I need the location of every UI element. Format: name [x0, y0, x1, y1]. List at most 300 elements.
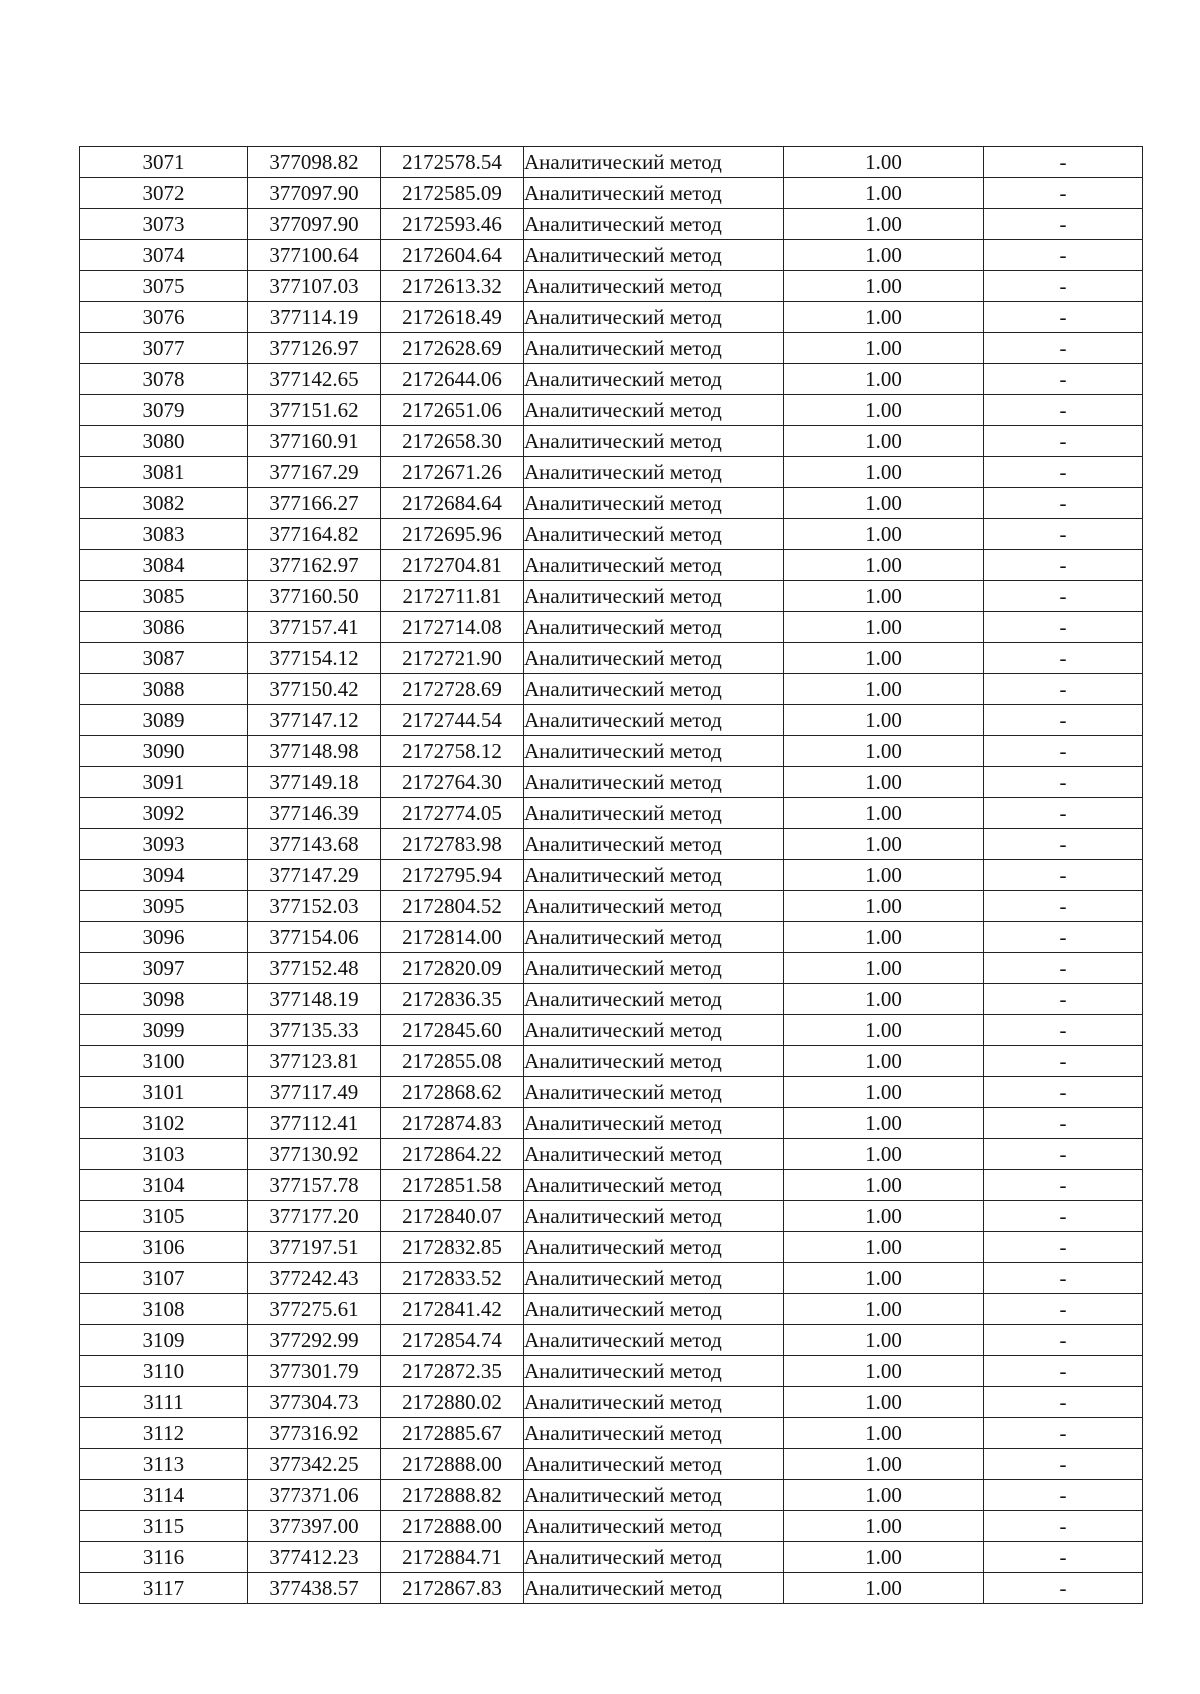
description-cell: - — [984, 891, 1143, 922]
table-row — [80, 1418, 1143, 1449]
y-coordinate-cell: 2172854.74 — [381, 1325, 524, 1356]
method-cell: Аналитический метод — [524, 426, 784, 457]
method-cell: Аналитический метод — [524, 1108, 784, 1139]
y-coordinate-cell: 2172840.07 — [381, 1201, 524, 1232]
table-row — [80, 178, 1143, 209]
table-row — [80, 953, 1143, 984]
description-cell: - — [984, 333, 1143, 364]
coordinates-table — [79, 146, 1143, 1604]
table-row — [80, 1325, 1143, 1356]
method-cell: Аналитический метод — [524, 1046, 784, 1077]
method-cell: Аналитический метод — [524, 891, 784, 922]
y-coordinate-cell: 2172711.81 — [381, 581, 524, 612]
description-cell: - — [984, 1201, 1143, 1232]
method-cell: Аналитический метод — [524, 240, 784, 271]
description-cell: - — [984, 984, 1143, 1015]
method-cell: Аналитический метод — [524, 705, 784, 736]
accuracy-cell: 1.00 — [784, 457, 984, 488]
accuracy-cell: 1.00 — [784, 302, 984, 333]
table-row — [80, 1170, 1143, 1201]
table-row — [80, 209, 1143, 240]
method-cell: Аналитический метод — [524, 395, 784, 426]
x-coordinate-cell: 377098.82 — [248, 147, 381, 178]
accuracy-cell: 1.00 — [784, 1573, 984, 1604]
y-coordinate-cell: 2172714.08 — [381, 612, 524, 643]
method-cell: Аналитический метод — [524, 953, 784, 984]
x-coordinate-cell: 377150.42 — [248, 674, 381, 705]
description-cell: - — [984, 271, 1143, 302]
table-row — [80, 1573, 1143, 1604]
x-coordinate-cell: 377130.92 — [248, 1139, 381, 1170]
accuracy-cell: 1.00 — [784, 891, 984, 922]
accuracy-cell: 1.00 — [784, 364, 984, 395]
point-number-cell: 3073 — [80, 209, 248, 240]
x-coordinate-cell: 377148.19 — [248, 984, 381, 1015]
description-cell: - — [984, 829, 1143, 860]
point-number-cell: 3107 — [80, 1263, 248, 1294]
method-cell: Аналитический метод — [524, 984, 784, 1015]
table-row — [80, 364, 1143, 395]
accuracy-cell: 1.00 — [784, 240, 984, 271]
table-row — [80, 1480, 1143, 1511]
description-cell: - — [984, 395, 1143, 426]
x-coordinate-cell: 377097.90 — [248, 209, 381, 240]
point-number-cell: 3078 — [80, 364, 248, 395]
table-row — [80, 1077, 1143, 1108]
accuracy-cell: 1.00 — [784, 1511, 984, 1542]
method-cell: Аналитический метод — [524, 736, 784, 767]
table-row — [80, 829, 1143, 860]
description-cell: - — [984, 1046, 1143, 1077]
point-number-cell: 3095 — [80, 891, 248, 922]
accuracy-cell: 1.00 — [784, 1232, 984, 1263]
x-coordinate-cell: 377160.50 — [248, 581, 381, 612]
accuracy-cell: 1.00 — [784, 426, 984, 457]
point-number-cell: 3111 — [80, 1387, 248, 1418]
method-cell: Аналитический метод — [524, 488, 784, 519]
y-coordinate-cell: 2172695.96 — [381, 519, 524, 550]
method-cell: Аналитический метод — [524, 1263, 784, 1294]
accuracy-cell: 1.00 — [784, 1325, 984, 1356]
description-cell: - — [984, 736, 1143, 767]
table-row — [80, 1449, 1143, 1480]
table-row — [80, 1015, 1143, 1046]
y-coordinate-cell: 2172728.69 — [381, 674, 524, 705]
x-coordinate-cell: 377397.00 — [248, 1511, 381, 1542]
table-row — [80, 984, 1143, 1015]
description-cell: - — [984, 1511, 1143, 1542]
description-cell: - — [984, 1480, 1143, 1511]
description-cell: - — [984, 798, 1143, 829]
accuracy-cell: 1.00 — [784, 1294, 984, 1325]
method-cell: Аналитический метод — [524, 147, 784, 178]
method-cell: Аналитический метод — [524, 333, 784, 364]
point-number-cell: 3088 — [80, 674, 248, 705]
method-cell: Аналитический метод — [524, 1418, 784, 1449]
x-coordinate-cell: 377316.92 — [248, 1418, 381, 1449]
x-coordinate-cell: 377438.57 — [248, 1573, 381, 1604]
description-cell: - — [984, 178, 1143, 209]
point-number-cell: 3108 — [80, 1294, 248, 1325]
point-number-cell: 3102 — [80, 1108, 248, 1139]
description-cell: - — [984, 1418, 1143, 1449]
point-number-cell: 3084 — [80, 550, 248, 581]
point-number-cell: 3087 — [80, 643, 248, 674]
description-cell: - — [984, 1294, 1143, 1325]
method-cell: Аналитический метод — [524, 457, 784, 488]
y-coordinate-cell: 2172585.09 — [381, 178, 524, 209]
y-coordinate-cell: 2172814.00 — [381, 922, 524, 953]
method-cell: Аналитический метод — [524, 1511, 784, 1542]
description-cell: - — [984, 1449, 1143, 1480]
point-number-cell: 3101 — [80, 1077, 248, 1108]
y-coordinate-cell: 2172841.42 — [381, 1294, 524, 1325]
accuracy-cell: 1.00 — [784, 581, 984, 612]
point-number-cell: 3090 — [80, 736, 248, 767]
y-coordinate-cell: 2172833.52 — [381, 1263, 524, 1294]
accuracy-cell: 1.00 — [784, 1108, 984, 1139]
y-coordinate-cell: 2172874.83 — [381, 1108, 524, 1139]
description-cell: - — [984, 1108, 1143, 1139]
coordinates-table-body — [80, 147, 1143, 1604]
y-coordinate-cell: 2172651.06 — [381, 395, 524, 426]
y-coordinate-cell: 2172888.00 — [381, 1511, 524, 1542]
description-cell: - — [984, 1263, 1143, 1294]
point-number-cell: 3074 — [80, 240, 248, 271]
method-cell: Аналитический метод — [524, 922, 784, 953]
point-number-cell: 3092 — [80, 798, 248, 829]
method-cell: Аналитический метод — [524, 1573, 784, 1604]
y-coordinate-cell: 2172658.30 — [381, 426, 524, 457]
description-cell: - — [984, 953, 1143, 984]
accuracy-cell: 1.00 — [784, 953, 984, 984]
method-cell: Аналитический метод — [524, 798, 784, 829]
table-row — [80, 736, 1143, 767]
method-cell: Аналитический метод — [524, 1170, 784, 1201]
y-coordinate-cell: 2172671.26 — [381, 457, 524, 488]
point-number-cell: 3089 — [80, 705, 248, 736]
description-cell: - — [984, 240, 1143, 271]
table-row — [80, 767, 1143, 798]
x-coordinate-cell: 377126.97 — [248, 333, 381, 364]
accuracy-cell: 1.00 — [784, 612, 984, 643]
x-coordinate-cell: 377123.81 — [248, 1046, 381, 1077]
x-coordinate-cell: 377177.20 — [248, 1201, 381, 1232]
y-coordinate-cell: 2172721.90 — [381, 643, 524, 674]
x-coordinate-cell: 377304.73 — [248, 1387, 381, 1418]
x-coordinate-cell: 377146.39 — [248, 798, 381, 829]
accuracy-cell: 1.00 — [784, 829, 984, 860]
accuracy-cell: 1.00 — [784, 1015, 984, 1046]
point-number-cell: 3083 — [80, 519, 248, 550]
x-coordinate-cell: 377157.41 — [248, 612, 381, 643]
y-coordinate-cell: 2172783.98 — [381, 829, 524, 860]
accuracy-cell: 1.00 — [784, 1356, 984, 1387]
accuracy-cell: 1.00 — [784, 767, 984, 798]
y-coordinate-cell: 2172804.52 — [381, 891, 524, 922]
x-coordinate-cell: 377275.61 — [248, 1294, 381, 1325]
x-coordinate-cell: 377147.29 — [248, 860, 381, 891]
table-row — [80, 1046, 1143, 1077]
description-cell: - — [984, 643, 1143, 674]
method-cell: Аналитический метод — [524, 1232, 784, 1263]
accuracy-cell: 1.00 — [784, 1077, 984, 1108]
table-row — [80, 147, 1143, 178]
description-cell: - — [984, 1139, 1143, 1170]
method-cell: Аналитический метод — [524, 1387, 784, 1418]
table-row — [80, 426, 1143, 457]
table-row — [80, 519, 1143, 550]
x-coordinate-cell: 377107.03 — [248, 271, 381, 302]
point-number-cell: 3105 — [80, 1201, 248, 1232]
accuracy-cell: 1.00 — [784, 984, 984, 1015]
y-coordinate-cell: 2172820.09 — [381, 953, 524, 984]
method-cell: Аналитический метод — [524, 674, 784, 705]
table-row — [80, 333, 1143, 364]
table-row — [80, 674, 1143, 705]
table-row — [80, 1108, 1143, 1139]
x-coordinate-cell: 377167.29 — [248, 457, 381, 488]
point-number-cell: 3097 — [80, 953, 248, 984]
x-coordinate-cell: 377164.82 — [248, 519, 381, 550]
method-cell: Аналитический метод — [524, 860, 784, 891]
table-row — [80, 1511, 1143, 1542]
accuracy-cell: 1.00 — [784, 1480, 984, 1511]
x-coordinate-cell: 377166.27 — [248, 488, 381, 519]
description-cell: - — [984, 1542, 1143, 1573]
description-cell: - — [984, 457, 1143, 488]
y-coordinate-cell: 2172864.22 — [381, 1139, 524, 1170]
accuracy-cell: 1.00 — [784, 1201, 984, 1232]
table-row — [80, 488, 1143, 519]
accuracy-cell: 1.00 — [784, 1263, 984, 1294]
description-cell: - — [984, 1325, 1143, 1356]
accuracy-cell: 1.00 — [784, 1046, 984, 1077]
x-coordinate-cell: 377142.65 — [248, 364, 381, 395]
y-coordinate-cell: 2172644.06 — [381, 364, 524, 395]
x-coordinate-cell: 377292.99 — [248, 1325, 381, 1356]
description-cell: - — [984, 488, 1143, 519]
point-number-cell: 3117 — [80, 1573, 248, 1604]
table-row — [80, 612, 1143, 643]
table-row — [80, 922, 1143, 953]
point-number-cell: 3086 — [80, 612, 248, 643]
method-cell: Аналитический метод — [524, 302, 784, 333]
description-cell: - — [984, 922, 1143, 953]
method-cell: Аналитический метод — [524, 829, 784, 860]
point-number-cell: 3093 — [80, 829, 248, 860]
description-cell: - — [984, 1170, 1143, 1201]
x-coordinate-cell: 377143.68 — [248, 829, 381, 860]
y-coordinate-cell: 2172868.62 — [381, 1077, 524, 1108]
x-coordinate-cell: 377154.12 — [248, 643, 381, 674]
table-row — [80, 1201, 1143, 1232]
point-number-cell: 3098 — [80, 984, 248, 1015]
y-coordinate-cell: 2172684.64 — [381, 488, 524, 519]
x-coordinate-cell: 377114.19 — [248, 302, 381, 333]
description-cell: - — [984, 1356, 1143, 1387]
description-cell: - — [984, 364, 1143, 395]
table-row — [80, 240, 1143, 271]
method-cell: Аналитический метод — [524, 767, 784, 798]
point-number-cell: 3100 — [80, 1046, 248, 1077]
y-coordinate-cell: 2172744.54 — [381, 705, 524, 736]
y-coordinate-cell: 2172855.08 — [381, 1046, 524, 1077]
accuracy-cell: 1.00 — [784, 1139, 984, 1170]
description-cell: - — [984, 767, 1143, 798]
table-row — [80, 457, 1143, 488]
accuracy-cell: 1.00 — [784, 333, 984, 364]
point-number-cell: 3096 — [80, 922, 248, 953]
x-coordinate-cell: 377148.98 — [248, 736, 381, 767]
accuracy-cell: 1.00 — [784, 798, 984, 829]
y-coordinate-cell: 2172851.58 — [381, 1170, 524, 1201]
y-coordinate-cell: 2172593.46 — [381, 209, 524, 240]
description-cell: - — [984, 1015, 1143, 1046]
x-coordinate-cell: 377151.62 — [248, 395, 381, 426]
accuracy-cell: 1.00 — [784, 395, 984, 426]
x-coordinate-cell: 377160.91 — [248, 426, 381, 457]
y-coordinate-cell: 2172888.82 — [381, 1480, 524, 1511]
y-coordinate-cell: 2172758.12 — [381, 736, 524, 767]
method-cell: Аналитический метод — [524, 1356, 784, 1387]
y-coordinate-cell: 2172704.81 — [381, 550, 524, 581]
table-row — [80, 798, 1143, 829]
y-coordinate-cell: 2172604.64 — [381, 240, 524, 271]
description-cell: - — [984, 705, 1143, 736]
table-row — [80, 1387, 1143, 1418]
y-coordinate-cell: 2172774.05 — [381, 798, 524, 829]
method-cell: Аналитический метод — [524, 1325, 784, 1356]
point-number-cell: 3104 — [80, 1170, 248, 1201]
table-row — [80, 1294, 1143, 1325]
method-cell: Аналитический метод — [524, 1294, 784, 1325]
accuracy-cell: 1.00 — [784, 643, 984, 674]
method-cell: Аналитический метод — [524, 1077, 784, 1108]
accuracy-cell: 1.00 — [784, 550, 984, 581]
y-coordinate-cell: 2172888.00 — [381, 1449, 524, 1480]
accuracy-cell: 1.00 — [784, 1418, 984, 1449]
description-cell: - — [984, 581, 1143, 612]
table-row — [80, 891, 1143, 922]
x-coordinate-cell: 377301.79 — [248, 1356, 381, 1387]
description-cell: - — [984, 612, 1143, 643]
method-cell: Аналитический метод — [524, 643, 784, 674]
x-coordinate-cell: 377242.43 — [248, 1263, 381, 1294]
accuracy-cell: 1.00 — [784, 488, 984, 519]
x-coordinate-cell: 377135.33 — [248, 1015, 381, 1046]
y-coordinate-cell: 2172880.02 — [381, 1387, 524, 1418]
accuracy-cell: 1.00 — [784, 519, 984, 550]
description-cell: - — [984, 860, 1143, 891]
description-cell: - — [984, 550, 1143, 581]
table-row — [80, 1232, 1143, 1263]
x-coordinate-cell: 377152.48 — [248, 953, 381, 984]
y-coordinate-cell: 2172832.85 — [381, 1232, 524, 1263]
table-row — [80, 395, 1143, 426]
method-cell: Аналитический метод — [524, 1139, 784, 1170]
y-coordinate-cell: 2172618.49 — [381, 302, 524, 333]
description-cell: - — [984, 147, 1143, 178]
method-cell: Аналитический метод — [524, 1015, 784, 1046]
point-number-cell: 3094 — [80, 860, 248, 891]
description-cell: - — [984, 1232, 1143, 1263]
description-cell: - — [984, 426, 1143, 457]
table-row — [80, 1139, 1143, 1170]
method-cell: Аналитический метод — [524, 178, 784, 209]
table-row — [80, 705, 1143, 736]
accuracy-cell: 1.00 — [784, 209, 984, 240]
y-coordinate-cell: 2172867.83 — [381, 1573, 524, 1604]
point-number-cell: 3075 — [80, 271, 248, 302]
y-coordinate-cell: 2172884.71 — [381, 1542, 524, 1573]
description-cell: - — [984, 519, 1143, 550]
point-number-cell: 3110 — [80, 1356, 248, 1387]
table-row — [80, 860, 1143, 891]
accuracy-cell: 1.00 — [784, 1170, 984, 1201]
table-row — [80, 1542, 1143, 1573]
point-number-cell: 3079 — [80, 395, 248, 426]
point-number-cell: 3116 — [80, 1542, 248, 1573]
description-cell: - — [984, 1077, 1143, 1108]
x-coordinate-cell: 377157.78 — [248, 1170, 381, 1201]
point-number-cell: 3080 — [80, 426, 248, 457]
x-coordinate-cell: 377197.51 — [248, 1232, 381, 1263]
table-row — [80, 1356, 1143, 1387]
table-row — [80, 302, 1143, 333]
description-cell: - — [984, 302, 1143, 333]
method-cell: Аналитический метод — [524, 209, 784, 240]
accuracy-cell: 1.00 — [784, 178, 984, 209]
y-coordinate-cell: 2172613.32 — [381, 271, 524, 302]
y-coordinate-cell: 2172628.69 — [381, 333, 524, 364]
accuracy-cell: 1.00 — [784, 1542, 984, 1573]
x-coordinate-cell: 377162.97 — [248, 550, 381, 581]
accuracy-cell: 1.00 — [784, 736, 984, 767]
accuracy-cell: 1.00 — [784, 674, 984, 705]
method-cell: Аналитический метод — [524, 1480, 784, 1511]
table-row — [80, 581, 1143, 612]
accuracy-cell: 1.00 — [784, 860, 984, 891]
point-number-cell: 3112 — [80, 1418, 248, 1449]
point-number-cell: 3081 — [80, 457, 248, 488]
x-coordinate-cell: 377149.18 — [248, 767, 381, 798]
method-cell: Аналитический метод — [524, 581, 784, 612]
point-number-cell: 3072 — [80, 178, 248, 209]
method-cell: Аналитический метод — [524, 519, 784, 550]
method-cell: Аналитический метод — [524, 271, 784, 302]
method-cell: Аналитический метод — [524, 1449, 784, 1480]
description-cell: - — [984, 674, 1143, 705]
method-cell: Аналитический метод — [524, 1542, 784, 1573]
x-coordinate-cell: 377097.90 — [248, 178, 381, 209]
accuracy-cell: 1.00 — [784, 922, 984, 953]
accuracy-cell: 1.00 — [784, 271, 984, 302]
y-coordinate-cell: 2172885.67 — [381, 1418, 524, 1449]
point-number-cell: 3115 — [80, 1511, 248, 1542]
x-coordinate-cell: 377371.06 — [248, 1480, 381, 1511]
description-cell: - — [984, 209, 1143, 240]
table-row — [80, 1263, 1143, 1294]
y-coordinate-cell: 2172578.54 — [381, 147, 524, 178]
point-number-cell: 3091 — [80, 767, 248, 798]
x-coordinate-cell: 377342.25 — [248, 1449, 381, 1480]
point-number-cell: 3071 — [80, 147, 248, 178]
method-cell: Аналитический метод — [524, 550, 784, 581]
point-number-cell: 3085 — [80, 581, 248, 612]
x-coordinate-cell: 377412.23 — [248, 1542, 381, 1573]
accuracy-cell: 1.00 — [784, 1387, 984, 1418]
